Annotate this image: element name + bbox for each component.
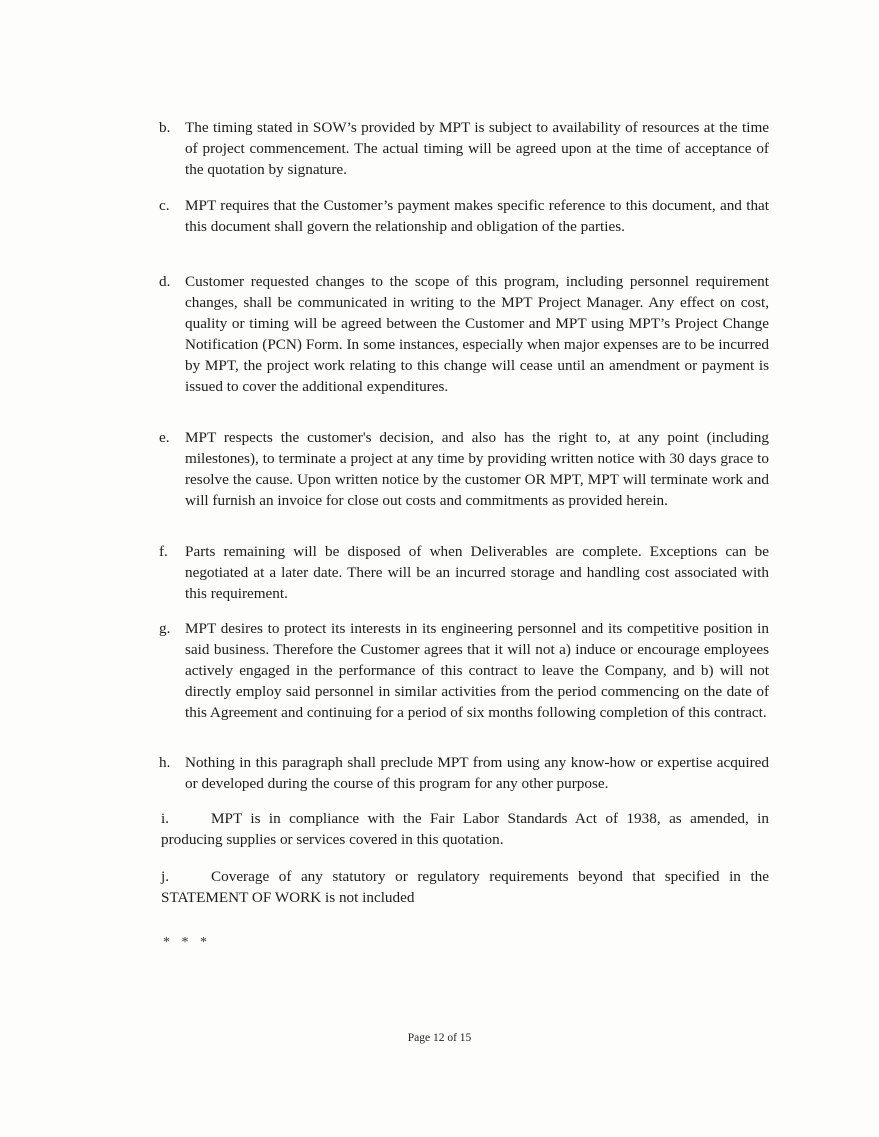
page-number: Page 12 of 15 xyxy=(407,1032,472,1044)
clause-c xyxy=(159,195,769,237)
clause-text: MPT requires that the Customer’s payment makes specific reference to this document, and that this document shall govern the relationship and obligation of the parties. xyxy=(185,197,769,235)
clause-text: Parts remaining will be disposed of when Deliverables are complete. Exceptions can be negotiated at a later date. There will be an incurred storage and handling cost associated with this requirement. xyxy=(185,543,769,602)
clause-text: MPT desires to protect its interests in its engineering personnel and its competitive position in said business. Therefore the Customer agrees that it will not a) induce or encourage employees actively engaged in the performance of this contract to leave the Company, and b) will not directly employ said personnel in similar activities from the period commencing on the date of this Agreement and continuing for a period of six months following completion of this contract. xyxy=(185,620,769,721)
clause-h xyxy=(159,752,769,794)
clause-letter: d. xyxy=(159,273,171,290)
clause-text: MPT is in compliance with the Fair Labor Standards Act of 1938, as amended, in producing supplies or services covered in this quotation. xyxy=(161,810,769,848)
clause-g xyxy=(159,618,769,723)
clause-letter: h. xyxy=(159,754,171,771)
clause-letter: i. xyxy=(161,810,170,827)
clause-b xyxy=(159,117,769,180)
clause-e xyxy=(159,427,769,511)
clause-letter: j. xyxy=(161,868,170,885)
clause-text: MPT respects the customer's decision, and also has the right to, at any point (including milestones), to terminate a project at any time by providing written notice with 30 days grace to resolve the cause. Upon written notice by the customer OR MPT, MPT will terminate work and will furnish an invoice for close out costs and commitments as provided herein. xyxy=(185,429,769,509)
clause-letter: g. xyxy=(159,620,171,637)
clause-text: The timing stated in SOW’s provided by MPT is subject to availability of resources at the time of project commencement. The actual timing will be agreed upon at the time of acceptance of the quotation by signature. xyxy=(185,119,769,178)
clause-text: Coverage of any statutory or regulatory requirements beyond that specified in the STATEMENT OF WORK is not included xyxy=(161,868,769,906)
clause-letter: b. xyxy=(159,119,171,136)
clause-i xyxy=(161,808,769,850)
clause-letter: f. xyxy=(159,543,168,560)
clause-text: Nothing in this paragraph shall preclude MPT from using any know-how or expertise acquired or developed during the course of this program for any other purpose. xyxy=(185,754,769,792)
clause-f xyxy=(159,541,769,604)
end-of-section-mark: * * * xyxy=(163,935,211,950)
clause-letter: c. xyxy=(159,197,170,214)
clause-text: Customer requested changes to the scope of this program, including personnel requirement changes, shall be communicated in writing to the MPT Project Manager. Any effect on cost, quality or timing will be agreed between the Customer and MPT using MPT’s Project Change Notification (PCN) Form. In some instances, especially when major expenses are to be incurred by MPT, the project work relating to this change will cease until an amendment or payment is issued to cover the additional expenditures. xyxy=(185,273,769,395)
clause-letter: e. xyxy=(159,429,170,446)
clause-j xyxy=(161,866,769,908)
clause-d xyxy=(159,271,769,397)
